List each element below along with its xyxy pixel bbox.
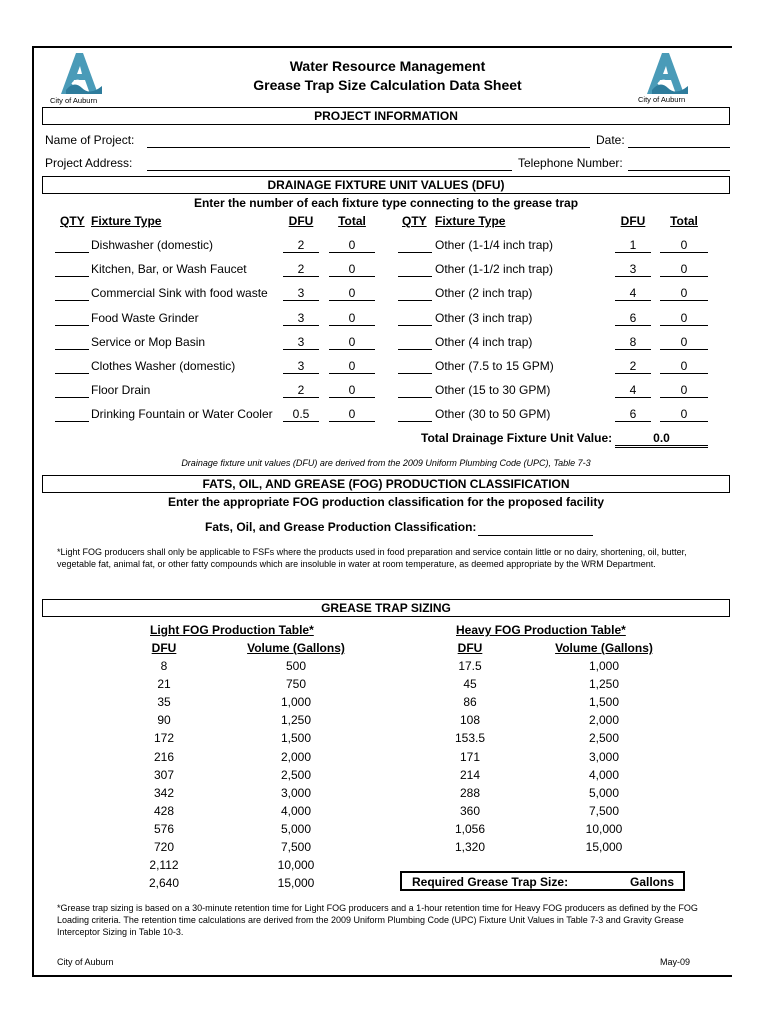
dfu-value-left: 2 <box>297 262 305 277</box>
light-col-dfu: DFU <box>151 641 177 655</box>
heavy-fog-dfu: 1,320 <box>454 840 486 854</box>
qty-input-right[interactable] <box>398 325 432 326</box>
light-fog-volume: 7,500 <box>280 840 312 854</box>
page-bottom-border <box>32 975 732 977</box>
col-fixture-right: Fixture Type <box>435 214 506 228</box>
qty-input-left[interactable] <box>55 373 89 374</box>
dfu-value-left: 2 <box>297 383 305 398</box>
dfu-value-right: 2 <box>629 359 637 373</box>
qty-input-left[interactable] <box>55 397 89 398</box>
qty-input-right[interactable] <box>398 421 432 422</box>
light-fog-dfu: 172 <box>153 731 175 746</box>
light-fog-dfu: 8 <box>160 659 168 673</box>
dfu-underline <box>615 276 651 277</box>
light-fog-volume: 1,500 <box>280 731 312 746</box>
total-underline <box>329 373 375 374</box>
fog-instruction: Enter the appropriate FOG production classification for the proposed facility <box>167 495 605 509</box>
dfu-underline <box>615 373 651 374</box>
light-fog-volume: 2,500 <box>280 767 312 782</box>
col-qty-right: QTY <box>402 214 427 228</box>
light-fog-dfu: 307 <box>153 767 175 782</box>
dfu-underline <box>615 300 651 301</box>
telephone-label: Telephone Number: <box>518 156 623 170</box>
fog-classification-field[interactable] <box>478 535 593 536</box>
fixture-type-right: Other (4 inch trap) <box>435 334 533 349</box>
dfu-value-left: 2 <box>297 238 305 252</box>
light-fog-dfu: 90 <box>157 713 171 728</box>
dfu-value-right: 6 <box>629 310 637 325</box>
dfu-value-right: 1 <box>629 238 637 252</box>
qty-input-right[interactable] <box>398 397 432 398</box>
qty-input-left[interactable] <box>55 421 89 422</box>
dfu-underline <box>283 325 319 326</box>
total-underline <box>660 397 708 398</box>
heavy-fog-volume: 1,000 <box>588 659 620 673</box>
light-fog-volume: 15,000 <box>277 876 315 891</box>
total-value-right: 0 <box>680 383 688 398</box>
dfu-underline <box>283 373 319 374</box>
total-underline <box>329 325 375 326</box>
fixture-type-left: Floor Drain <box>91 383 151 398</box>
total-dfu-value: 0.0 <box>653 431 670 445</box>
footer-right: May-09 <box>660 957 691 967</box>
light-fog-volume: 1,000 <box>280 695 312 710</box>
project-address-field[interactable] <box>147 170 512 171</box>
light-fog-volume: 750 <box>285 677 307 692</box>
page-left-border <box>32 46 34 976</box>
col-qty-left: QTY <box>60 214 85 228</box>
light-table-title: Light FOG Production Table* <box>150 623 314 637</box>
col-total-left: Total <box>338 214 366 228</box>
qty-input-left[interactable] <box>55 252 89 253</box>
total-dfu-label: Total Drainage Fixture Unit Value: <box>421 431 613 445</box>
heavy-table-title: Heavy FOG Production Table* <box>456 623 626 637</box>
total-value-right: 0 <box>680 262 688 277</box>
total-underline <box>329 421 375 422</box>
total-value-left: 0 <box>348 286 356 301</box>
light-fog-volume: 3,000 <box>280 785 312 800</box>
total-underline <box>660 349 708 350</box>
fixture-type-right: Other (1-1/4 inch trap) <box>435 238 554 252</box>
sizing-header: GREASE TRAP SIZING <box>42 599 730 617</box>
light-fog-dfu: 576 <box>153 821 175 836</box>
light-fog-volume: 4,000 <box>280 803 312 818</box>
fixture-type-left: Dishwasher (domestic) <box>91 238 214 252</box>
dfu-value-right: 4 <box>629 383 637 398</box>
dfu-underline <box>283 252 319 253</box>
light-fog-dfu: 428 <box>153 803 175 818</box>
required-size-unit: Gallons <box>630 875 675 889</box>
light-col-volume: Volume (Gallons) <box>247 641 345 655</box>
dfu-value-left: 3 <box>297 310 305 325</box>
fog-header: FATS, OIL, AND GREASE (FOG) PRODUCTION CLASSIFICATION <box>42 475 730 493</box>
project-info-header: PROJECT INFORMATION <box>42 107 730 125</box>
col-fixture-left: Fixture Type <box>91 214 162 228</box>
required-size-box <box>400 871 685 891</box>
sizing-footnote: *Grease trap sizing is based on a 30-minute retention time for Light FOG producers and a 1-hour retention time for Heavy FOG producers as defined by the FOG Loading criteria. The retention time calculations are derived from the 2009 Uniform Plumbing Code (UPC) Fixture Unit Values in Table 7-3 and Gravity Grease Interceptor Sizing in Table 10-3. <box>57 903 698 937</box>
light-fog-volume: 1,250 <box>280 713 312 728</box>
qty-input-left[interactable] <box>55 300 89 301</box>
total-underline <box>660 252 708 253</box>
fixture-type-left: Drinking Fountain or Water Cooler <box>91 407 273 422</box>
total-value-left: 0 <box>348 359 356 373</box>
total-underline <box>329 252 375 253</box>
total-value-left: 0 <box>348 238 356 252</box>
heavy-fog-dfu: 17.5 <box>458 659 482 673</box>
dfu-underline <box>283 300 319 301</box>
dfu-underline <box>283 276 319 277</box>
total-value-left: 0 <box>348 310 356 325</box>
telephone-field[interactable] <box>628 170 730 171</box>
dfu-value-right: 6 <box>629 407 637 422</box>
footer-left: City of Auburn <box>57 957 114 967</box>
dfu-underline <box>615 397 651 398</box>
total-value-right: 0 <box>680 359 688 373</box>
heavy-fog-dfu: 86 <box>463 695 477 710</box>
total-dfu-double-underline <box>615 445 708 448</box>
fog-classification-label: Fats, Oil, and Grease Production Classification: <box>205 520 477 534</box>
dfu-value-left: 0.5 <box>292 407 310 422</box>
total-underline <box>329 300 375 301</box>
qty-input-left[interactable] <box>55 325 89 326</box>
light-fog-dfu: 2,112 <box>149 858 179 873</box>
project-name-label: Name of Project: <box>45 133 135 147</box>
fixture-type-right: Other (15 to 30 GPM) <box>435 383 551 398</box>
total-underline <box>329 349 375 350</box>
heavy-fog-volume: 1,250 <box>588 677 620 692</box>
date-field[interactable] <box>628 147 730 148</box>
dfu-footnote: Drainage fixture unit values (DFU) are derived from the 2009 Uniform Plumbing Code (UPC), Table 7-3 <box>181 458 591 468</box>
fixture-type-left: Service or Mop Basin <box>91 334 206 349</box>
dfu-header: DRAINAGE FIXTURE UNIT VALUES (DFU) <box>42 176 730 194</box>
total-value-left: 0 <box>348 334 356 349</box>
fixture-type-left: Food Waste Grinder <box>91 310 199 325</box>
heavy-fog-dfu: 108 <box>459 713 481 728</box>
total-value-left: 0 <box>348 262 356 277</box>
light-fog-volume: 500 <box>285 659 307 673</box>
fixture-type-left: Commercial Sink with food waste <box>91 286 268 301</box>
dfu-underline <box>283 349 319 350</box>
logo-caption-right: City of Auburn <box>638 95 686 104</box>
total-underline <box>660 276 708 277</box>
heavy-fog-volume: 2,000 <box>588 713 620 728</box>
light-fog-volume: 10,000 <box>277 858 315 873</box>
heavy-col-dfu: DFU <box>457 641 483 655</box>
col-total-right: Total <box>670 214 698 228</box>
dfu-value-right: 4 <box>629 286 637 301</box>
total-value-right: 0 <box>680 238 688 252</box>
qty-input-right[interactable] <box>398 252 432 253</box>
col-dfu-right: DFU <box>620 214 646 228</box>
dfu-value-left: 3 <box>297 286 305 301</box>
heavy-fog-dfu: 360 <box>459 803 481 818</box>
fixture-type-right: Other (1-1/2 inch trap) <box>435 262 554 277</box>
total-underline <box>660 373 708 374</box>
heavy-fog-dfu: 1,056 <box>454 821 486 836</box>
logo-caption-left: City of Auburn <box>50 96 98 105</box>
fixture-type-right: Other (2 inch trap) <box>435 286 533 301</box>
dfu-underline <box>615 349 651 350</box>
dfu-instruction: Enter the number of each fixture type connecting to the grease trap <box>193 196 579 210</box>
heavy-fog-dfu: 153.5 <box>454 731 486 746</box>
light-fog-dfu: 216 <box>153 749 175 764</box>
page-top-border <box>32 46 732 48</box>
total-value-right: 0 <box>680 334 688 349</box>
project-address-label: Project Address: <box>45 156 133 170</box>
total-underline <box>660 421 708 422</box>
heavy-fog-volume: 3,000 <box>588 749 620 764</box>
title-line-2: Grease Trap Size Calculation Data Sheet <box>253 77 522 93</box>
heavy-fog-volume: 4,000 <box>588 767 620 782</box>
fixture-type-right: Other (3 inch trap) <box>435 310 533 325</box>
dfu-underline <box>615 421 651 422</box>
light-fog-dfu: 2,640 <box>148 876 180 891</box>
qty-input-right[interactable] <box>398 300 432 301</box>
heavy-fog-volume: 10,000 <box>585 821 623 836</box>
total-underline <box>329 397 375 398</box>
dfu-underline <box>615 252 651 253</box>
fog-note: *Light FOG producers shall only be applicable to FSFs where the products used in food preparation and service contain little or no dairy, shortening, oil, butter, vegetable fat, animal fat, or other fatty compounds which are insoluble in water at room temperature, as deemed appropriate by the WRM Department. <box>57 547 687 569</box>
dfu-underline <box>615 325 651 326</box>
dfu-value-right: 3 <box>629 262 637 277</box>
qty-input-right[interactable] <box>398 373 432 374</box>
required-size-label: Required Grease Trap Size: <box>412 875 569 889</box>
total-underline <box>329 276 375 277</box>
qty-input-left[interactable] <box>55 276 89 277</box>
total-value-right: 0 <box>680 407 688 422</box>
heavy-fog-volume: 2,500 <box>588 731 620 746</box>
total-underline <box>660 300 708 301</box>
heavy-fog-dfu: 171 <box>459 749 481 764</box>
heavy-fog-volume: 5,000 <box>588 785 620 800</box>
dfu-underline <box>283 397 319 398</box>
fixture-type-left: Clothes Washer (domestic) <box>91 359 236 373</box>
light-fog-dfu: 342 <box>153 785 175 800</box>
total-value-right: 0 <box>680 310 688 325</box>
dfu-value-left: 3 <box>297 359 305 373</box>
fixture-type-right: Other (30 to 50 GPM) <box>435 407 551 422</box>
light-fog-volume: 2,000 <box>280 749 312 764</box>
heavy-fog-dfu: 45 <box>463 677 477 692</box>
heavy-fog-volume: 7,500 <box>588 803 620 818</box>
dfu-value-left: 3 <box>297 334 305 349</box>
qty-input-left[interactable] <box>55 349 89 350</box>
light-fog-volume: 5,000 <box>280 821 312 836</box>
fixture-type-right: Other (7.5 to 15 GPM) <box>435 359 554 373</box>
light-fog-dfu: 35 <box>157 695 171 710</box>
heavy-col-volume: Volume (Gallons) <box>555 641 653 655</box>
qty-input-right[interactable] <box>398 276 432 277</box>
total-value-right: 0 <box>680 286 688 301</box>
title-line-1: Water Resource Management <box>289 58 486 74</box>
light-fog-dfu: 21 <box>157 677 171 692</box>
col-dfu-left: DFU <box>288 214 314 228</box>
dfu-underline <box>283 421 319 422</box>
heavy-fog-volume: 1,500 <box>588 695 620 710</box>
date-label: Date: <box>596 133 625 147</box>
total-value-left: 0 <box>348 407 356 422</box>
heavy-fog-dfu: 214 <box>459 767 481 782</box>
heavy-fog-dfu: 288 <box>459 785 481 800</box>
light-fog-dfu: 720 <box>153 840 175 854</box>
fixture-type-left: Kitchen, Bar, or Wash Faucet <box>91 262 247 277</box>
project-name-field[interactable] <box>147 147 590 148</box>
heavy-fog-volume: 15,000 <box>585 840 623 854</box>
qty-input-right[interactable] <box>398 349 432 350</box>
total-value-left: 0 <box>348 383 356 398</box>
dfu-value-right: 8 <box>629 334 637 349</box>
total-underline <box>660 325 708 326</box>
